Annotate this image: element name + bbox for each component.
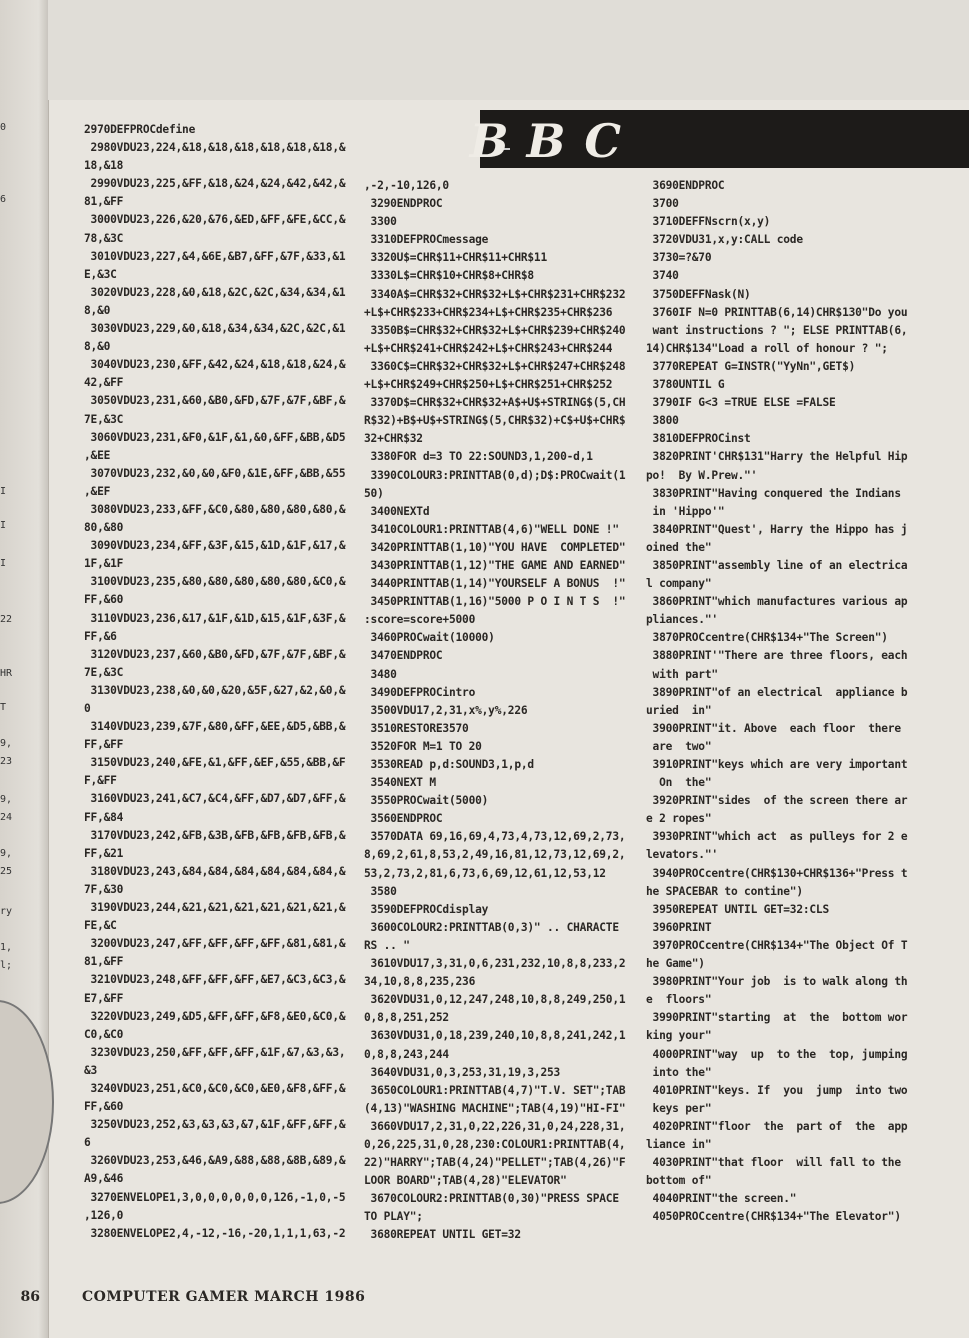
code-line: +L$+CHR$241+CHR$242+L$+CHR$243+CHR$244: [364, 341, 613, 355]
code-line: 3450PRINTTAB(1,16)"5000 P O I N T S !": [364, 595, 626, 609]
code-line: R$32)+B$+U$+STRING$(5,CHR$32)+C$+U$+CHR$: [364, 414, 626, 428]
code-line: FF,&60: [84, 593, 124, 607]
code-line: 50): [364, 486, 384, 500]
code-line: 3960PRINT: [646, 920, 712, 934]
code-line: 3040VDU23,230,&FF,&42,&24,&18,&18,&24,&: [84, 358, 346, 372]
code-line: into the": [646, 1065, 712, 1079]
code-line: FF,&60: [84, 1100, 124, 1114]
code-line: 3300: [364, 215, 397, 229]
code-line: 3580: [364, 884, 397, 898]
previous-page-fragment: I: [0, 520, 7, 531]
code-line: 3000VDU23,226,&20,&76,&ED,&FF,&FE,&CC,&: [84, 213, 346, 227]
code-line: 3330L$=CHR$10+CHR$8+CHR$8: [364, 269, 534, 283]
previous-page-fragment: 1,: [0, 942, 12, 953]
code-line: 3240VDU23,251,&C0,&C0,&C0,&E0,&F8,&FF,&: [84, 1081, 346, 1095]
code-line: 3070VDU23,232,&0,&0,&F0,&1E,&FF,&BB,&55: [84, 466, 346, 480]
code-line: l company": [646, 577, 712, 591]
code-line: 34,10,8,8,235,236: [364, 975, 476, 989]
code-line: 3500VDU17,2,31,x%,y%,226: [364, 703, 528, 717]
code-line: e 2 ropes": [646, 812, 712, 826]
code-line: oined the": [646, 540, 712, 554]
code-line: 3340A$=CHR$32+CHR$32+L$+CHR$231+CHR$232: [364, 287, 626, 301]
previous-page-fragment: 9,: [0, 794, 12, 805]
code-line: in 'Hippo'": [646, 504, 725, 518]
code-line: 3670COLOUR2:PRINTTAB(0,30)"PRESS SPACE: [364, 1192, 619, 1206]
code-line: 3080VDU23,233,&FF,&C0,&80,&80,&80,&80,&: [84, 502, 346, 516]
code-line: 7E,&3C: [84, 665, 124, 679]
code-line: 3930PRINT"which act as pulleys for 2 e: [646, 830, 908, 844]
code-line: 4040PRINT"the screen.": [646, 1192, 797, 1206]
code-line: 3830PRINT"Having conquered the Indians: [646, 486, 901, 500]
previous-page-fragment: 25: [0, 866, 12, 877]
code-line: ,-2,-10,126,0: [364, 179, 449, 192]
code-line: 3810DEFPROCinst: [646, 432, 751, 446]
previous-page-fragment: 9,: [0, 738, 12, 749]
code-line: with part": [646, 667, 718, 681]
previous-page-fragment: 9,: [0, 848, 12, 859]
code-line: 3570DATA 69,16,69,4,73,4,73,12,69,2,73,: [364, 830, 626, 844]
code-line: 3650COLOUR1:PRINTTAB(4,7)"T.V. SET";TAB: [364, 1083, 626, 1097]
code-line: 3560ENDPROC: [364, 812, 443, 826]
banner-title: BBC: [469, 114, 639, 168]
code-line: 3900PRINT"it. Above each floor there: [646, 721, 901, 735]
code-line: 3940PROCcentre(CHR$130+CHR$136+"Press t: [646, 866, 908, 880]
section-banner: [469, 110, 969, 168]
code-line: 3770REPEAT G=INSTR("YyNn",GET$): [646, 359, 856, 373]
code-line: 3880PRINT'"There are three floors, each: [646, 649, 908, 663]
code-line: 4020PRINT"floor the part of the app: [646, 1119, 908, 1133]
code-line: 1F,&1F: [84, 557, 124, 571]
code-line: 3250VDU23,252,&3,&3,&3,&7,&1F,&FF,&FF,&: [84, 1118, 346, 1132]
code-line: 3470ENDPROC: [364, 649, 443, 663]
code-line: (4,13)"WASHING MACHINE";TAB(4,19)"HI-FI": [364, 1101, 626, 1115]
listing-column-1: [84, 121, 346, 1243]
code-line: levators."': [646, 848, 718, 862]
code-line: 4050PROCcentre(CHR$134+"The Elevator"): [646, 1210, 901, 1224]
code-line: 0,26,225,31,0,28,230:COLOUR1:PRINTTAB(4,: [364, 1137, 626, 1151]
code-line: 18,&18: [84, 159, 124, 173]
previous-page-fragment: l;: [0, 960, 12, 971]
code-line: :score=score+5000: [364, 613, 476, 627]
code-line: 3290ENDPROC: [364, 197, 443, 211]
code-line: 2970DEFPROCdefine: [84, 123, 196, 136]
code-line: 4010PRINT"keys. If you jump into two: [646, 1083, 908, 1097]
code-line: 3720VDU31,x,y:CALL code: [646, 233, 803, 247]
code-line: 3400NEXTd: [364, 504, 430, 518]
previous-page-fragment: 0: [0, 122, 7, 133]
code-line: 3280ENVELOPE2,4,-12,-16,-20,1,1,1,63,-2: [84, 1226, 346, 1240]
previous-page-fragment: 22: [0, 614, 12, 625]
code-line: keys per": [646, 1101, 712, 1115]
code-line: 3150VDU23,240,&FE,&1,&FF,&EF,&55,&BB,&F: [84, 756, 346, 770]
code-line: 3590DEFPROCdisplay: [364, 902, 489, 916]
code-line: he SPACEBAR to contine"): [646, 884, 803, 898]
code-line: 3970PROCcentre(CHR$134+"The Object Of T: [646, 938, 908, 952]
code-line: TO PLAY";: [364, 1210, 423, 1224]
code-line: 0,8,8,251,252: [364, 1011, 449, 1025]
code-line: 81,&FF: [84, 195, 124, 209]
listing-column-3: [646, 177, 908, 1226]
code-line: 7F,&30: [84, 882, 124, 896]
code-line: king your": [646, 1029, 712, 1043]
code-line: 6: [84, 1136, 91, 1150]
code-line: pliances."': [646, 613, 718, 627]
code-line: ,126,0: [84, 1208, 124, 1222]
code-line: 8,&0: [84, 340, 111, 354]
code-line: 3890PRINT"of an electrical appliance b: [646, 685, 908, 699]
code-line: 3170VDU23,242,&FB,&3B,&FB,&FB,&FB,&FB,&: [84, 828, 346, 842]
previous-page-fragment: 23: [0, 756, 12, 767]
code-line: 3090VDU23,234,&FF,&3F,&15,&1D,&1F,&17,&: [84, 539, 346, 553]
code-line: F,&FF: [84, 774, 117, 788]
code-line: 3610VDU17,3,31,0,6,231,232,10,8,8,233,2: [364, 957, 626, 971]
code-line: 3540NEXT M: [364, 776, 436, 790]
code-line: 3100VDU23,235,&80,&80,&80,&80,&80,&C0,&: [84, 575, 346, 589]
code-line: uried in": [646, 703, 712, 717]
code-line: E7,&FF: [84, 991, 124, 1005]
code-line: 3730=?&70: [646, 251, 712, 265]
code-line: 3020VDU23,228,&0,&18,&2C,&2C,&34,&34,&1: [84, 285, 346, 299]
code-line: 3740: [646, 269, 679, 283]
code-line: 3360C$=CHR$32+CHR$32+L$+CHR$247+CHR$248: [364, 359, 626, 373]
code-line: 4030PRINT"that floor will fall to the: [646, 1156, 901, 1170]
code-line: 3130VDU23,238,&0,&0,&20,&5F,&27,&2,&0,&: [84, 683, 346, 697]
code-line: FF,&FF: [84, 738, 124, 752]
code-line: &3: [84, 1063, 98, 1077]
code-line: On the": [646, 776, 712, 790]
code-line: 3050VDU23,231,&60,&B0,&FD,&7F,&7F,&BF,&: [84, 394, 346, 408]
code-line: 3350B$=CHR$32+CHR$32+L$+CHR$239+CHR$240: [364, 323, 626, 337]
code-line: 3390COLOUR3:PRINTTAB(0,d);D$:PROCwait(1: [364, 468, 626, 482]
code-line: 3550PROCwait(5000): [364, 794, 489, 808]
code-line: 3750DEFFNask(N): [646, 287, 751, 301]
code-line: +L$+CHR$249+CHR$250+L$+CHR$251+CHR$252: [364, 378, 613, 392]
previous-page-fragment: I: [0, 486, 7, 497]
code-line: 3310DEFPROCmessage: [364, 233, 489, 247]
code-line: 53,2,73,2,81,6,73,6,69,12,61,12,53,12: [364, 866, 606, 880]
footer-text: COMPUTER GAMER MARCH 1986: [82, 1289, 366, 1305]
code-line: 14)CHR$134"Load a roll of honour ? ";: [646, 341, 888, 355]
listing-column-2: [364, 177, 626, 1245]
code-line: 3120VDU23,237,&60,&B0,&FD,&7F,&7F,&BF,&: [84, 647, 346, 661]
code-line: 3800: [646, 414, 679, 428]
previous-page-fragment: 24: [0, 812, 12, 823]
code-line: 0: [84, 702, 91, 715]
code-line: ,&EE: [84, 448, 111, 462]
code-line: 22)"HARRY";TAB(4,24)"PELLET";TAB(4,26)"F: [364, 1156, 626, 1170]
code-line: 3910PRINT"keys which are very important: [646, 758, 908, 771]
code-line: E,&3C: [84, 267, 117, 281]
previous-page-fragment: T: [0, 702, 7, 713]
code-line: 3160VDU23,241,&C7,&C4,&FF,&D7,&D7,&FF,&: [84, 792, 346, 806]
code-line: 3180VDU23,243,&84,&84,&84,&84,&84,&84,&: [84, 864, 346, 878]
code-line: FF,&21: [84, 846, 124, 860]
code-line: 3480: [364, 667, 397, 681]
code-line: 80,&80: [84, 521, 124, 535]
code-line: 3260VDU23,253,&46,&A9,&88,&88,&8B,&89,&: [84, 1154, 346, 1168]
code-line: 2990VDU23,225,&FF,&18,&24,&24,&42,&42,&: [84, 177, 346, 191]
code-line: 3760IF N=0 PRINTTAB(6,14)CHR$130"Do you: [646, 305, 908, 319]
code-line: 32+CHR$32: [364, 432, 423, 446]
code-line: 3630VDU31,0,18,239,240,10,8,8,241,242,1: [364, 1029, 626, 1043]
code-line: 3980PRINT"Your job is to walk along th: [646, 975, 908, 989]
previous-page-fragment: 6: [0, 194, 7, 205]
code-line: 3210VDU23,248,&FF,&FF,&FF,&E7,&C3,&C3,&: [84, 973, 346, 987]
code-line: he Game"): [646, 957, 705, 971]
code-line: FF,&84: [84, 810, 124, 824]
code-line: bottom of": [646, 1174, 712, 1188]
code-line: 3010VDU23,227,&4,&6E,&B7,&FF,&7F,&33,&1: [84, 249, 346, 263]
code-line: 3060VDU23,231,&F0,&1F,&1,&0,&FF,&BB,&D5: [84, 430, 346, 444]
code-line: 3620VDU31,0,12,247,248,10,8,8,249,250,1: [364, 993, 626, 1007]
code-line: 3490DEFPROCintro: [364, 685, 476, 699]
code-line: 2980VDU23,224,&18,&18,&18,&18,&18,&18,&: [84, 141, 346, 155]
code-line: 7E,&3C: [84, 412, 124, 426]
previous-page-fragment: ry: [0, 906, 12, 917]
code-line: e floors": [646, 993, 712, 1007]
code-line: 3460PROCwait(10000): [364, 631, 495, 645]
code-line: want instructions ? "; ELSE PRINTTAB(6,: [646, 323, 908, 337]
code-line: 3680REPEAT UNTIL GET=32: [364, 1228, 521, 1242]
code-line: 8,69,2,61,8,53,2,49,16,81,12,73,12,69,2,: [364, 848, 626, 862]
code-line: 3950REPEAT UNTIL GET=32:CLS: [646, 902, 829, 916]
code-line: 78,&3C: [84, 231, 124, 245]
code-line: 3780UNTIL G: [646, 378, 725, 392]
code-line: 3320U$=CHR$11+CHR$11+CHR$11: [364, 251, 547, 265]
code-line: 3380FOR d=3 TO 22:SOUND3,1,200-d,1: [364, 450, 593, 464]
previous-page-fragment: HR: [0, 668, 12, 679]
code-line: 3200VDU23,247,&FF,&FF,&FF,&FF,&81,&81,&: [84, 937, 346, 951]
code-line: 3600COLOUR2:PRINTTAB(0,3)" .. CHARACTE: [364, 920, 619, 934]
page-header-band: [48, 0, 969, 100]
code-line: RS .. ": [364, 938, 410, 952]
code-line: 3420PRINTTAB(1,10)"YOU HAVE COMPLETED": [364, 540, 626, 554]
code-line: 3840PRINT"Quest', Harry the Hippo has j: [646, 522, 908, 536]
code-line: 3860PRINT"which manufactures various ap: [646, 595, 908, 609]
code-line: 0,8,8,243,244: [364, 1047, 449, 1061]
code-line: 3660VDU17,2,31,0,22,226,31,0,24,228,31,: [364, 1119, 626, 1133]
code-line: 3430PRINTTAB(1,12)"THE GAME AND EARNED": [364, 558, 626, 572]
code-line: 3110VDU23,236,&17,&1F,&1D,&15,&1F,&3F,&: [84, 611, 346, 625]
code-line: 3510RESTORE3570: [364, 721, 469, 735]
code-line: 3640VDU31,0,3,253,31,19,3,253: [364, 1065, 561, 1079]
code-line: 3440PRINTTAB(1,14)"YOURSELF A BONUS !": [364, 577, 626, 591]
code-line: liance in": [646, 1137, 712, 1151]
code-line: 81,&FF: [84, 955, 124, 969]
code-line: A9,&46: [84, 1172, 124, 1186]
code-line: 3850PRINT"assembly line of an electrica: [646, 558, 908, 572]
code-line: 3790IF G<3 =TRUE ELSE =FALSE: [646, 396, 836, 410]
code-line: 4000PRINT"way up to the top, jumping: [646, 1047, 908, 1061]
code-line: 3190VDU23,244,&21,&21,&21,&21,&21,&21,&: [84, 901, 346, 915]
code-line: are two": [646, 739, 712, 753]
code-line: 3410COLOUR1:PRINTTAB(4,6)"WELL DONE !": [364, 522, 619, 536]
code-line: 3870PROCcentre(CHR$134+"The Screen"): [646, 631, 888, 645]
code-line: 3270ENVELOPE1,3,0,0,0,0,0,0,126,-1,0,-5: [84, 1190, 346, 1204]
code-line: FE,&C: [84, 919, 117, 933]
code-line: 42,&FF: [84, 376, 124, 390]
code-line: 3140VDU23,239,&7F,&80,&FF,&EE,&D5,&BB,&: [84, 720, 346, 734]
code-line: 3530READ p,d:SOUND3,1,p,d: [364, 758, 534, 771]
code-line: 3920PRINT"sides of the screen there ar: [646, 794, 908, 808]
code-line: 3030VDU23,229,&0,&18,&34,&34,&2C,&2C,&1: [84, 322, 346, 336]
code-line: 3230VDU23,250,&FF,&FF,&FF,&1F,&7,&3,&3,: [84, 1045, 346, 1059]
code-line: LOOR BOARD";TAB(4,28)"ELEVATOR": [364, 1174, 567, 1188]
code-line: 3690ENDPROC: [646, 179, 725, 192]
code-line: 3370D$=CHR$32+CHR$32+A$+U$+STRING$(5,CH: [364, 396, 626, 410]
page-number: 86: [20, 1289, 40, 1305]
code-line: +L$+CHR$233+CHR$234+L$+CHR$235+CHR$236: [364, 305, 613, 319]
code-line: 8,&0: [84, 303, 111, 317]
code-line: 3520FOR M=1 TO 20: [364, 739, 482, 753]
code-line: po! By W.Prew."': [646, 468, 758, 482]
code-line: 3820PRINT'CHR$131"Harry the Helpful Hip: [646, 450, 908, 464]
code-line: FF,&6: [84, 629, 117, 643]
code-line: 3700: [646, 197, 679, 211]
code-line: ,&EF: [84, 484, 111, 498]
code-line: 3710DEFFNscrn(x,y): [646, 215, 771, 229]
code-line: 3220VDU23,249,&D5,&FF,&FF,&F8,&E0,&C0,&: [84, 1009, 346, 1023]
code-line: C0,&C0: [84, 1027, 124, 1041]
code-line: 3990PRINT"starting at the bottom wor: [646, 1011, 908, 1025]
previous-page-fragment: I: [0, 558, 7, 569]
